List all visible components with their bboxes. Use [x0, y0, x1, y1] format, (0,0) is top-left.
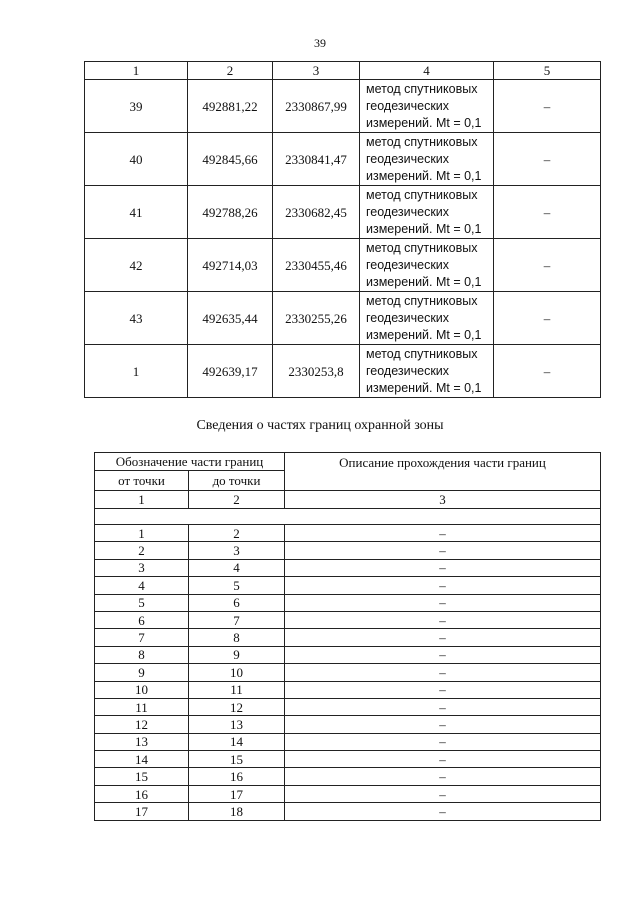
to-point: 3 [189, 542, 285, 559]
empty-cell [95, 509, 601, 525]
method-line: метод спутниковых [366, 293, 478, 308]
description: – [494, 345, 601, 398]
to-point: 4 [189, 559, 285, 576]
description: – [285, 698, 601, 715]
method-line: геодезических [366, 310, 450, 325]
y-coordinate: 2330682,45 [273, 186, 360, 239]
method [360, 292, 494, 345]
coordinate-row [85, 345, 601, 398]
description: – [285, 785, 601, 802]
x-coordinate: 492845,66 [188, 133, 273, 186]
description: – [285, 716, 601, 733]
to-point: 13 [189, 716, 285, 733]
description: – [494, 239, 601, 292]
column-number: 2 [189, 491, 285, 509]
description: – [285, 525, 601, 542]
method-line: метод спутниковых [366, 240, 478, 255]
column-number: 1 [95, 491, 189, 509]
description: – [285, 577, 601, 594]
boundary-row [95, 577, 601, 594]
to-point: 12 [189, 698, 285, 715]
from-point: 5 [95, 594, 189, 611]
column-number: 5 [494, 62, 601, 80]
method-line: геодезических [366, 98, 450, 113]
from-point: 16 [95, 785, 189, 802]
description: – [494, 186, 601, 239]
boundary-row [95, 664, 601, 681]
from-point-header: от точки [95, 471, 189, 491]
from-point: 9 [95, 664, 189, 681]
boundary-row [95, 629, 601, 646]
to-point-header: до точки [189, 471, 285, 491]
from-point: 14 [95, 751, 189, 768]
point-number: 41 [85, 186, 188, 239]
to-point: 15 [189, 751, 285, 768]
coordinate-row [85, 292, 601, 345]
method-line: геодезических [366, 204, 450, 219]
method [360, 133, 494, 186]
x-coordinate: 492714,03 [188, 239, 273, 292]
description-header: Описание прохождения части границ [285, 453, 601, 491]
from-point: 7 [95, 629, 189, 646]
to-point: 7 [189, 611, 285, 628]
method-line: измерений. Mt = 0,1 [366, 115, 482, 130]
boundary-row [95, 698, 601, 715]
method [360, 186, 494, 239]
description: – [285, 629, 601, 646]
from-point: 3 [95, 559, 189, 576]
empty-row [95, 509, 601, 525]
from-point: 17 [95, 803, 189, 820]
point-number: 1 [85, 345, 188, 398]
to-point: 10 [189, 664, 285, 681]
description: – [285, 542, 601, 559]
description: – [285, 646, 601, 663]
description: – [494, 80, 601, 133]
x-coordinate: 492639,17 [188, 345, 273, 398]
column-number: 3 [285, 491, 601, 509]
from-point: 8 [95, 646, 189, 663]
column-number: 4 [360, 62, 494, 80]
method-line: метод спутниковых [366, 346, 478, 361]
description: – [285, 751, 601, 768]
from-point: 6 [95, 611, 189, 628]
from-point: 12 [95, 716, 189, 733]
to-point: 14 [189, 733, 285, 750]
description: – [285, 594, 601, 611]
column-number: 3 [273, 62, 360, 80]
boundary-row [95, 594, 601, 611]
method [360, 239, 494, 292]
method-line: измерений. Mt = 0,1 [366, 274, 482, 289]
from-point: 10 [95, 681, 189, 698]
column-number: 2 [188, 62, 273, 80]
y-coordinate: 2330455,46 [273, 239, 360, 292]
to-point: 2 [189, 525, 285, 542]
y-coordinate: 2330841,47 [273, 133, 360, 186]
column-number: 1 [85, 62, 188, 80]
coordinate-row [85, 133, 601, 186]
to-point: 17 [189, 785, 285, 802]
boundary-parts-table [94, 452, 601, 821]
boundary-row [95, 646, 601, 663]
boundary-row [95, 611, 601, 628]
boundary-row [95, 525, 601, 542]
description: – [285, 733, 601, 750]
to-point: 9 [189, 646, 285, 663]
description: – [285, 681, 601, 698]
boundary-row [95, 681, 601, 698]
boundary-row [95, 803, 601, 820]
method-line: метод спутниковых [366, 187, 478, 202]
from-point: 13 [95, 733, 189, 750]
boundary-row [95, 716, 601, 733]
boundary-header-row [95, 453, 601, 471]
to-point: 18 [189, 803, 285, 820]
description: – [285, 768, 601, 785]
to-point: 8 [189, 629, 285, 646]
method-line: геодезических [366, 257, 450, 272]
y-coordinate: 2330253,8 [273, 345, 360, 398]
description: – [285, 803, 601, 820]
method-line: измерений. Mt = 0,1 [366, 168, 482, 183]
method-line: измерений. Mt = 0,1 [366, 380, 482, 395]
method-line: геодезических [366, 363, 450, 378]
from-point: 2 [95, 542, 189, 559]
point-number: 42 [85, 239, 188, 292]
boundary-row [95, 751, 601, 768]
from-point: 11 [95, 698, 189, 715]
point-number: 40 [85, 133, 188, 186]
coordinate-row [85, 80, 601, 133]
to-point: 5 [189, 577, 285, 594]
boundary-row [95, 542, 601, 559]
description: – [285, 664, 601, 681]
from-point: 15 [95, 768, 189, 785]
description: – [285, 559, 601, 576]
page-number: 39 [314, 36, 326, 50]
description: – [494, 133, 601, 186]
method-line: измерений. Mt = 0,1 [366, 327, 482, 342]
method-line: метод спутниковых [366, 81, 478, 96]
boundary-row [95, 768, 601, 785]
coordinate-row [85, 239, 601, 292]
group-header: Обозначение части границ [95, 453, 285, 471]
to-point: 16 [189, 768, 285, 785]
boundary-row [95, 559, 601, 576]
boundary-row [95, 785, 601, 802]
x-coordinate: 492788,26 [188, 186, 273, 239]
from-point: 1 [95, 525, 189, 542]
description: – [494, 292, 601, 345]
method-line: геодезических [366, 151, 450, 166]
method-line: измерений. Mt = 0,1 [366, 221, 482, 236]
method-line: метод спутниковых [366, 134, 478, 149]
description: – [285, 611, 601, 628]
x-coordinate: 492635,44 [188, 292, 273, 345]
section-title: Сведения о частях границ охранной зоны [196, 418, 444, 433]
to-point: 11 [189, 681, 285, 698]
point-number: 43 [85, 292, 188, 345]
to-point: 6 [189, 594, 285, 611]
boundary-row [95, 733, 601, 750]
point-number: 39 [85, 80, 188, 133]
y-coordinate: 2330867,99 [273, 80, 360, 133]
y-coordinate: 2330255,26 [273, 292, 360, 345]
coordinate-row [85, 186, 601, 239]
method [360, 345, 494, 398]
coordinates-header-row [85, 62, 601, 80]
x-coordinate: 492881,22 [188, 80, 273, 133]
coordinates-table [84, 61, 601, 398]
method [360, 80, 494, 133]
from-point: 4 [95, 577, 189, 594]
column-numbers-row [95, 491, 601, 509]
